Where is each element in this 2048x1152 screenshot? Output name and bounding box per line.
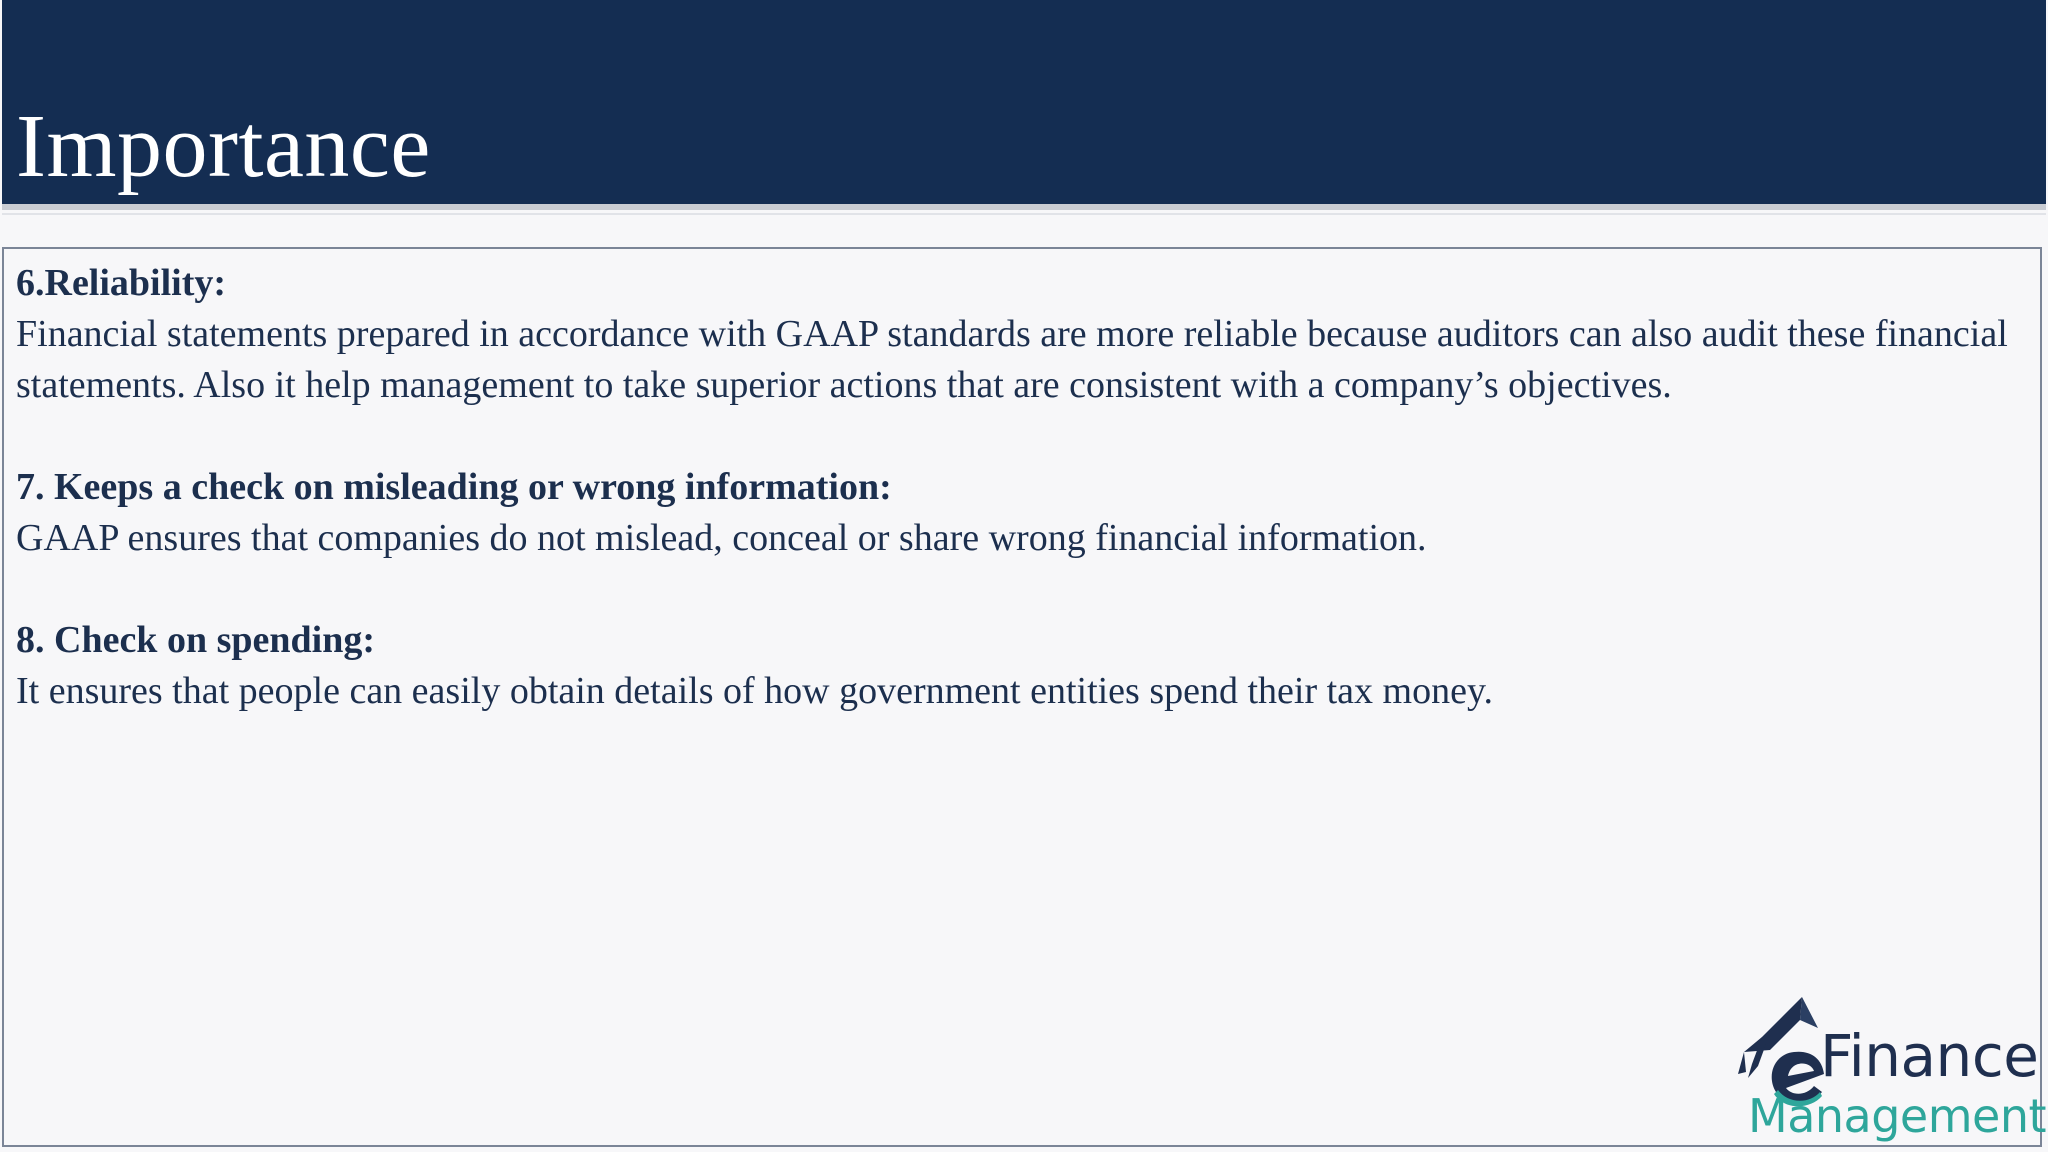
section-spacer — [16, 564, 2026, 615]
section-reliability — [16, 258, 2026, 411]
logo-management-text: Management — [1748, 1089, 2047, 1143]
slide-title: Importance — [16, 97, 431, 196]
logo-finance-text: Finance — [1820, 1022, 2039, 1090]
section-body: GAAP ensures that companies do not mislead, conceal or share wrong financial information. — [16, 517, 1427, 559]
content-area — [16, 258, 2026, 717]
section-misleading-info — [16, 462, 2026, 564]
section-body: Financial statements prepared in accordance with GAAP standards are more reliable because auditors can also audit these financial statements. Also it help management to take superior actions that are consistent with a company’s objectives. — [16, 313, 2008, 406]
section-body: It ensures that people can easily obtain details of how government entities spend their tax money. — [16, 670, 1494, 712]
title-band-divider — [2, 204, 2046, 210]
section-spending — [16, 615, 2026, 717]
title-band-divider-thin — [2, 213, 2046, 215]
section-heading: 6.Reliability: — [16, 262, 227, 304]
section-spacer — [16, 411, 2026, 462]
section-heading: 7. Keeps a check on misleading or wrong information: — [16, 466, 892, 508]
section-heading: 8. Check on spending: — [16, 619, 375, 661]
